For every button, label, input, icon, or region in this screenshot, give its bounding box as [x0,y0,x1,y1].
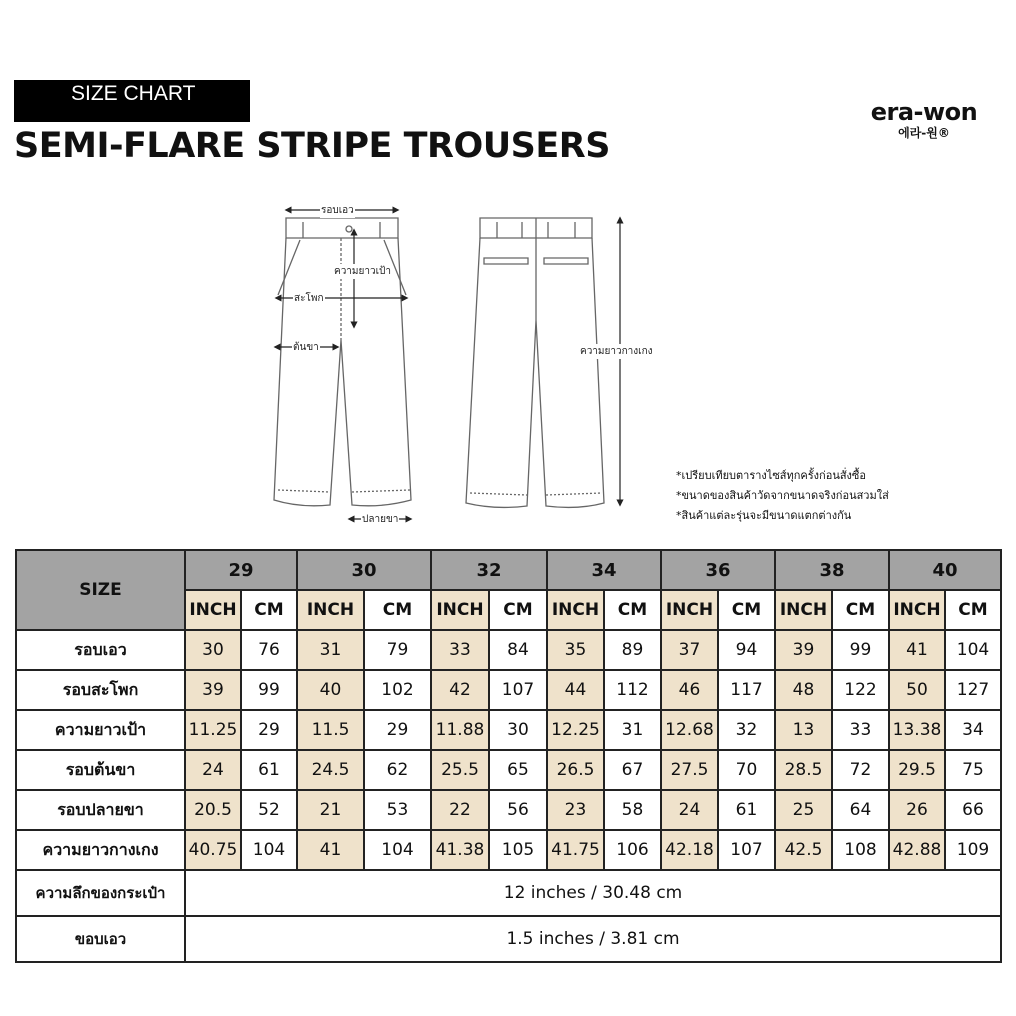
unit-inch: INCH [661,590,718,630]
table-row [16,630,1001,670]
size-header-row [16,550,1001,590]
cell-inch: 50 [889,670,945,710]
size-col: 38 [775,550,889,590]
label-length: ความยาวกางเกง [580,346,653,357]
span-value: 12 inches / 30.48 cm [185,870,1001,916]
cell-cm: 70 [718,750,775,790]
cell-inch: 44 [547,670,604,710]
cell-inch: 41 [889,630,945,670]
cell-cm: 62 [364,750,431,790]
cell-cm: 102 [364,670,431,710]
cell-cm: 104 [945,630,1001,670]
cell-cm: 53 [364,790,431,830]
cell-cm: 104 [241,830,297,870]
cell-cm: 33 [832,710,889,750]
row-label: รอบปลายขา [16,790,185,830]
brand-subtitle: 에라-원® [898,126,950,140]
cell-cm: 105 [489,830,547,870]
cell-inch: 42.18 [661,830,718,870]
cell-inch: 27.5 [661,750,718,790]
row-label: ขอบเอว [16,916,185,962]
page-title: SEMI-FLARE STRIPE TROUSERS [14,126,610,166]
cell-cm: 64 [832,790,889,830]
row-label: ความลึกของกระเป๋า [16,870,185,916]
cell-cm: 107 [489,670,547,710]
cell-inch: 13 [775,710,832,750]
cell-cm: 52 [241,790,297,830]
cell-inch: 41 [297,830,364,870]
cell-cm: 104 [364,830,431,870]
cell-inch: 42.5 [775,830,832,870]
cell-inch: 22 [431,790,489,830]
size-header: SIZE [16,550,185,630]
size-col: 30 [297,550,431,590]
cell-inch: 40.75 [185,830,241,870]
cell-cm: 61 [718,790,775,830]
unit-inch: INCH [185,590,241,630]
cell-cm: 99 [241,670,297,710]
cell-cm: 89 [604,630,661,670]
cell-inch: 46 [661,670,718,710]
table-row [16,790,1001,830]
unit-inch: INCH [775,590,832,630]
unit-cm: CM [718,590,775,630]
size-col: 40 [889,550,1001,590]
cell-cm: 61 [241,750,297,790]
cell-inch: 39 [185,670,241,710]
cell-cm: 75 [945,750,1001,790]
cell-inch: 25.5 [431,750,489,790]
table-row [16,710,1001,750]
back-view [466,218,604,507]
unit-inch: INCH [547,590,604,630]
cell-inch: 33 [431,630,489,670]
cell-inch: 35 [547,630,604,670]
label-thigh: ต้นขา [293,342,319,353]
table-row [16,830,1001,870]
unit-inch: INCH [297,590,364,630]
cell-cm: 117 [718,670,775,710]
cell-inch: 25 [775,790,832,830]
cell-cm: 127 [945,670,1001,710]
table-row [16,670,1001,710]
front-view [274,218,411,506]
unit-cm: CM [604,590,661,630]
cell-inch: 11.25 [185,710,241,750]
label-rise: ความยาวเป้า [334,266,391,277]
cell-inch: 24.5 [297,750,364,790]
cell-inch: 23 [547,790,604,830]
cell-cm: 56 [489,790,547,830]
cell-inch: 41.75 [547,830,604,870]
cell-cm: 79 [364,630,431,670]
size-col: 36 [661,550,775,590]
cell-inch: 13.38 [889,710,945,750]
table-row [16,750,1001,790]
size-col: 29 [185,550,297,590]
row-label: ความยาวกางเกง [16,830,185,870]
cell-inch: 21 [297,790,364,830]
label-hem: ปลายขา [362,514,399,525]
cell-cm: 108 [832,830,889,870]
cell-inch: 37 [661,630,718,670]
cell-cm: 94 [718,630,775,670]
cell-inch: 24 [661,790,718,830]
brand-name: era-won [870,98,978,126]
badge-text: SIZE CHART [71,82,196,105]
cell-cm: 31 [604,710,661,750]
unit-cm: CM [489,590,547,630]
cell-cm: 30 [489,710,547,750]
cell-cm: 99 [832,630,889,670]
row-label: ความยาวเป้า [16,710,185,750]
cell-cm: 107 [718,830,775,870]
size-col: 34 [547,550,661,590]
cell-cm: 66 [945,790,1001,830]
cell-cm: 67 [604,750,661,790]
cell-cm: 72 [832,750,889,790]
cell-inch: 31 [297,630,364,670]
cell-inch: 11.5 [297,710,364,750]
cell-inch: 12.25 [547,710,604,750]
unit-inch: INCH [889,590,945,630]
cell-cm: 109 [945,830,1001,870]
cell-inch: 30 [185,630,241,670]
cell-cm: 112 [604,670,661,710]
size-table [15,549,1002,963]
unit-inch: INCH [431,590,489,630]
size-col: 32 [431,550,547,590]
cell-cm: 65 [489,750,547,790]
cell-inch: 28.5 [775,750,832,790]
row-label: รอบต้นขา [16,750,185,790]
cell-inch: 20.5 [185,790,241,830]
unit-cm: CM [241,590,297,630]
cell-inch: 26.5 [547,750,604,790]
cell-cm: 29 [364,710,431,750]
unit-cm: CM [832,590,889,630]
table-row [16,870,1001,916]
cell-cm: 29 [241,710,297,750]
note-line: *เปรียบเทียบตารางไซส์ทุกครั้งก่อนสั่งซื้อ [676,469,866,482]
cell-inch: 40 [297,670,364,710]
cell-inch: 41.38 [431,830,489,870]
cell-inch: 11.88 [431,710,489,750]
cell-cm: 76 [241,630,297,670]
cell-cm: 34 [945,710,1001,750]
cell-cm: 122 [832,670,889,710]
row-label: รอบเอว [16,630,185,670]
cell-inch: 26 [889,790,945,830]
unit-cm: CM [364,590,431,630]
cell-inch: 29.5 [889,750,945,790]
label-waist: รอบเอว [321,205,354,216]
table-row [16,916,1001,962]
cell-cm: 84 [489,630,547,670]
cell-inch: 39 [775,630,832,670]
unit-cm: CM [945,590,1001,630]
cell-cm: 32 [718,710,775,750]
row-label: รอบสะโพก [16,670,185,710]
span-value: 1.5 inches / 3.81 cm [185,916,1001,962]
cell-cm: 58 [604,790,661,830]
note-line: *ขนาดของสินค้าวัดจากขนาดจริงก่อนสวมใส่ [676,489,889,502]
cell-cm: 106 [604,830,661,870]
label-hip: สะโพก [294,293,324,304]
cell-inch: 42 [431,670,489,710]
note-line: *สินค้าแต่ละรุ่นจะมีขนาดแตกต่างกัน [676,509,852,522]
cell-inch: 48 [775,670,832,710]
cell-inch: 12.68 [661,710,718,750]
cell-inch: 24 [185,750,241,790]
notes [676,466,889,526]
cell-inch: 42.88 [889,830,945,870]
